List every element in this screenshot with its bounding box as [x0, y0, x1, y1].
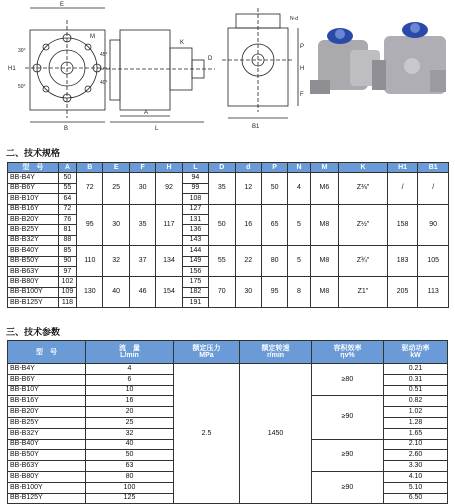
- specs-f: 30: [129, 173, 155, 204]
- specs-a: 88: [58, 235, 76, 245]
- specs-header-9: P: [261, 163, 287, 173]
- specs-n: 5: [288, 246, 310, 277]
- specs-d: 50: [209, 204, 235, 246]
- specs-h1: 158: [387, 204, 417, 246]
- specs-l: 127: [182, 204, 208, 214]
- specs-m: M6: [310, 173, 338, 204]
- specs-a: 109: [58, 287, 76, 297]
- specs-a: 118: [58, 298, 76, 308]
- specs-d: 30: [235, 277, 261, 308]
- label-angle-3: 40°: [100, 80, 108, 86]
- specs-h1: 205: [387, 277, 417, 308]
- params-flow: 50: [86, 450, 174, 461]
- specs-header-1: A: [58, 163, 76, 173]
- specs-h1: /: [387, 173, 417, 204]
- specs-l: 143: [182, 235, 208, 245]
- specs-header-3: E: [103, 163, 129, 173]
- specs-model: BB-B63Y: [8, 266, 59, 276]
- section-title-specs: 二、技术规格: [6, 148, 61, 158]
- label-l: L: [155, 126, 159, 132]
- params-header-2: 额定压力 MPa: [174, 341, 240, 364]
- specs-n: 8: [288, 277, 310, 308]
- specs-b1: 113: [418, 277, 449, 308]
- specs-b1: 90: [418, 204, 449, 246]
- specs-model: BB-B125Y: [8, 298, 59, 308]
- specs-a: 102: [58, 277, 76, 287]
- side-view-drawing: [100, 30, 215, 122]
- label-k: K: [180, 40, 185, 46]
- params-model: BB-B32Y: [8, 428, 86, 439]
- specs-row: [8, 246, 449, 256]
- specs-l: 191: [182, 298, 208, 308]
- specs-header-12: K: [339, 163, 388, 173]
- specs-model: BB-B20Y: [8, 214, 59, 224]
- params-model: BB-B100Y: [8, 482, 86, 493]
- params-pressure: 2.5: [174, 364, 240, 504]
- params-header-3: 额定转速 r/min: [240, 341, 312, 364]
- specs-header-11: M: [310, 163, 338, 173]
- params-power: 2.10: [384, 439, 448, 450]
- params-model: BB-B20Y: [8, 407, 86, 418]
- specs-l: 182: [182, 287, 208, 297]
- specs-l: 156: [182, 266, 208, 276]
- specs-header-4: F: [129, 163, 155, 173]
- specs-m: M8: [310, 204, 338, 246]
- specs-model: BB-B10Y: [8, 194, 59, 204]
- specs-b1: /: [418, 173, 449, 204]
- params-flow: 16: [86, 396, 174, 407]
- params-power: 5.10: [384, 482, 448, 493]
- specs-b: 110: [77, 246, 103, 277]
- specs-l: 131: [182, 214, 208, 224]
- params-model: BB-B16Y: [8, 396, 86, 407]
- pump-drawings: [0, 0, 455, 140]
- params-row: [8, 364, 448, 375]
- specs-h1: 183: [387, 246, 417, 277]
- specs-a: 76: [58, 214, 76, 224]
- params-efficiency: ≥90: [312, 396, 384, 439]
- front-view-drawing: [25, 8, 110, 122]
- params-power: 1.02: [384, 407, 448, 418]
- specs-model: BB-B25Y: [8, 225, 59, 235]
- params-flow: 4: [86, 364, 174, 375]
- specs-d: 55: [209, 246, 235, 277]
- specs-l: 99: [182, 183, 208, 193]
- params-flow: 100: [86, 482, 174, 493]
- specs-m: M8: [310, 277, 338, 308]
- specs-row: [8, 173, 449, 183]
- specs-p: 95: [261, 277, 287, 308]
- specs-d: 35: [209, 173, 235, 204]
- specs-header-8: d: [235, 163, 261, 173]
- specs-h: 117: [156, 204, 182, 246]
- specs-l: 144: [182, 246, 208, 256]
- specs-k: Z1": [339, 277, 388, 308]
- params-power: 3.30: [384, 461, 448, 472]
- params-power: 6.50: [384, 493, 448, 504]
- params-model: BB-B10Y: [8, 385, 86, 396]
- specs-a: 72: [58, 204, 76, 214]
- specs-e: 30: [103, 204, 129, 246]
- params-power: 0.51: [384, 385, 448, 396]
- params-power: 0.31: [384, 374, 448, 385]
- specs-header-13: H1: [387, 163, 417, 173]
- specs-header-0: 型 号: [8, 163, 59, 173]
- specs-header-6: L: [182, 163, 208, 173]
- specs-h: 92: [156, 173, 182, 204]
- specs-b: 130: [77, 277, 103, 308]
- pump-photo-2: [372, 22, 446, 94]
- label-b: B: [64, 126, 69, 132]
- params-model: BB-B63Y: [8, 461, 86, 472]
- section-title-params: 三、技术参数: [6, 327, 61, 337]
- label-b1: B1: [252, 124, 260, 130]
- specs-a: 85: [58, 246, 76, 256]
- params-model: BB-B40Y: [8, 439, 86, 450]
- label-angle-0: 30°: [18, 48, 26, 54]
- label-angle-1: 50°: [18, 84, 26, 90]
- params-power: 1.28: [384, 417, 448, 428]
- specs-model: BB-B6Y: [8, 183, 59, 193]
- specs-row: [8, 277, 449, 287]
- specs-table: [7, 162, 449, 308]
- params-model: BB-B80Y: [8, 471, 86, 482]
- specs-k: Z⅜": [339, 173, 388, 204]
- specs-model: BB-B4Y: [8, 173, 59, 183]
- specs-e: 25: [103, 173, 129, 204]
- label-d: D: [208, 56, 213, 62]
- specs-l: 149: [182, 256, 208, 266]
- params-model: BB-B125Y: [8, 493, 86, 504]
- params-flow: 6: [86, 374, 174, 385]
- label-angle-2: 45°: [100, 52, 108, 58]
- params-header-1: 流 量 L/min: [86, 341, 174, 364]
- specs-h: 134: [156, 246, 182, 277]
- specs-n: 5: [288, 204, 310, 246]
- params-flow: 63: [86, 461, 174, 472]
- specs-a: 64: [58, 194, 76, 204]
- specs-a: 90: [58, 256, 76, 266]
- specs-d: 16: [235, 204, 261, 246]
- specs-a: 97: [58, 266, 76, 276]
- params-power: 4.10: [384, 471, 448, 482]
- specs-e: 32: [103, 246, 129, 277]
- label-e: E: [60, 2, 65, 8]
- params-model: BB-B6Y: [8, 374, 86, 385]
- params-table: [7, 340, 448, 504]
- specs-a: 55: [58, 183, 76, 193]
- params-flow: 20: [86, 407, 174, 418]
- params-header-5: 驱动功率 kW: [384, 341, 448, 364]
- specs-header-7: D: [209, 163, 235, 173]
- params-power: 2.60: [384, 450, 448, 461]
- params-flow: 25: [86, 417, 174, 428]
- specs-f: 35: [129, 204, 155, 246]
- params-model: BB-B50Y: [8, 450, 86, 461]
- label-f: F: [300, 92, 304, 98]
- specs-b: 72: [77, 173, 103, 204]
- specs-model: BB-B100Y: [8, 287, 59, 297]
- specs-model: BB-B50Y: [8, 256, 59, 266]
- label-p: P: [300, 44, 305, 50]
- params-power: 0.82: [384, 396, 448, 407]
- specs-p: 50: [261, 173, 287, 204]
- params-header-4: 容积效率 ηv%: [312, 341, 384, 364]
- label-m: M: [90, 34, 95, 40]
- specs-f: 37: [129, 246, 155, 277]
- specs-k: Z¾": [339, 246, 388, 277]
- specs-d: 12: [235, 173, 261, 204]
- specs-row: [8, 204, 449, 214]
- params-power: 1.65: [384, 428, 448, 439]
- params-flow: 125: [86, 493, 174, 504]
- specs-l: 136: [182, 225, 208, 235]
- label-n: N-d: [290, 16, 299, 22]
- specs-model: BB-B80Y: [8, 277, 59, 287]
- params-speed: 1450: [240, 364, 312, 504]
- specs-d: 22: [235, 246, 261, 277]
- specs-k: Z½": [339, 204, 388, 246]
- specs-e: 40: [103, 277, 129, 308]
- params-flow: 40: [86, 439, 174, 450]
- specs-p: 80: [261, 246, 287, 277]
- params-model: BB-B4Y: [8, 364, 86, 375]
- specs-p: 65: [261, 204, 287, 246]
- specs-l: 108: [182, 194, 208, 204]
- specs-d: 70: [209, 277, 235, 308]
- params-header-0: 型 号: [8, 341, 86, 364]
- params-flow: 32: [86, 428, 174, 439]
- params-efficiency: ≥90: [312, 439, 384, 471]
- params-efficiency: ≥90: [312, 471, 384, 503]
- specs-l: 94: [182, 173, 208, 183]
- specs-header-14: B1: [418, 163, 449, 173]
- params-model: BB-B25Y: [8, 417, 86, 428]
- params-efficiency: ≥80: [312, 364, 384, 396]
- params-flow: 10: [86, 385, 174, 396]
- specs-model: BB-B16Y: [8, 204, 59, 214]
- specs-h: 154: [156, 277, 182, 308]
- specs-b: 95: [77, 204, 103, 246]
- label-h: H: [300, 66, 305, 72]
- specs-a: 81: [58, 225, 76, 235]
- params-flow: 80: [86, 471, 174, 482]
- specs-l: 175: [182, 277, 208, 287]
- label-a: A: [144, 110, 149, 116]
- specs-model: BB-B32Y: [8, 235, 59, 245]
- specs-a: 50: [58, 173, 76, 183]
- specs-model: BB-B40Y: [8, 246, 59, 256]
- label-h1: H1: [8, 66, 16, 72]
- specs-b1: 105: [418, 246, 449, 277]
- params-power: 0.21: [384, 364, 448, 375]
- specs-header-5: H: [156, 163, 182, 173]
- top-view-drawing: [222, 8, 298, 118]
- specs-header-10: N: [288, 163, 310, 173]
- specs-header-2: B: [77, 163, 103, 173]
- specs-m: M8: [310, 246, 338, 277]
- specs-f: 46: [129, 277, 155, 308]
- specs-n: 4: [288, 173, 310, 204]
